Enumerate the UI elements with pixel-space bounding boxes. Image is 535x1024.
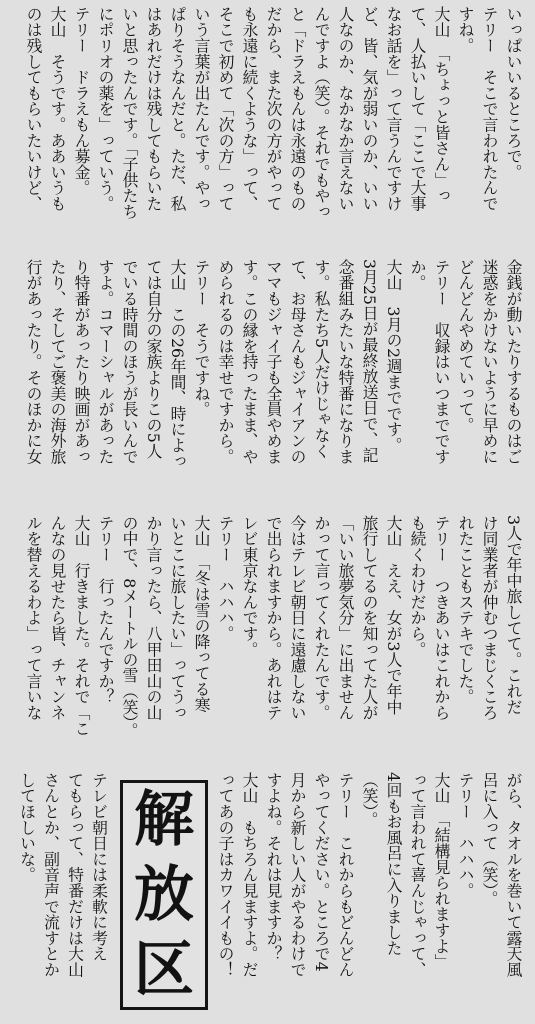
text-column-3: れたこともステキでした。 <box>456 515 475 705</box>
text-column-6: 大山 ええ、女が3人で年中 <box>384 515 403 715</box>
text-column-17: でいる時間のほうが長いんで <box>120 259 139 465</box>
text-column-20: 大山 そうです。ああいうも <box>48 6 67 212</box>
text-column-15: 大山 この26年間、時によっ <box>168 259 187 469</box>
text-column-3: どんどんやめていって。 <box>456 259 475 433</box>
text-column-5: か。 <box>408 259 427 291</box>
text-column-13: そこで初めて「次の方」って <box>216 6 235 212</box>
text-column-19: テリー ドラえもん募金。 <box>72 6 91 196</box>
text-column-13: テリー ハハハ。 <box>216 515 235 642</box>
text-column-14: いう言葉が出たんです。やっ <box>192 6 211 212</box>
text-column-7: 旅行してるのを知ってた人が <box>360 515 379 721</box>
text-column-11: すよね。それは見ますか？ <box>264 772 283 962</box>
text-column-6: 4回もお風呂に入りました <box>384 772 403 956</box>
text-column-8: 念番組みたいな特番になりま <box>336 259 355 465</box>
text-column-9: す。私たち5人だけじゃなく <box>312 259 331 459</box>
text-column-21: ルを替えるわよ」って言いな <box>24 515 43 721</box>
text-column-8: 人なのか、なかなか言えない <box>336 6 355 212</box>
text-column-2: 呂に入って（笑）。 <box>480 772 499 907</box>
text-column-16: はあれだけは残してもらいた <box>144 6 163 212</box>
text-column-4: テリー 収録はいつまでです <box>432 259 451 465</box>
text-column-7: （笑）。 <box>360 772 379 828</box>
text-column-15: ぱりそうなんだと。ただ、私 <box>168 6 187 212</box>
text-tier-1 <box>24 6 525 244</box>
section-title-char-3: 区 <box>134 934 194 1005</box>
text-column-14: 大山 「冬は雪の降ってる寒 <box>192 515 211 713</box>
text-column-7: 3月25日が最終放送日で、記 <box>360 259 379 463</box>
text-column-11: ママもジャイ子も全員やめま <box>264 259 283 465</box>
text-column-16: かり言ったら、八甲田山の山 <box>144 515 163 721</box>
text-column-12: す。この縁を持ったまま、や <box>240 259 259 465</box>
text-column-21: 行があったり。そのほかに女 <box>24 259 43 465</box>
text-column-20: んなの見せたら皆、チャンネ <box>48 515 67 721</box>
text-column-7: ど、皆、気が弱いのか、いい <box>360 6 379 212</box>
text-column-12: レビ東京なんです。 <box>240 515 259 658</box>
text-column-5: も続くわけだから。 <box>408 515 427 658</box>
box-note-column-4: してほしいな。 <box>17 772 37 883</box>
text-column-4: テリー つきあいはこれから <box>432 515 451 721</box>
box-note-column-2: てもらって、特番だけは大山 <box>65 772 85 978</box>
text-column-9: んですよ（笑）。それでもやっ <box>312 6 331 220</box>
text-column-5: って言われて喜んじゃって、 <box>408 772 427 978</box>
text-column-8: テリー これからもどんどん <box>336 772 355 978</box>
text-column-18: すよ。コマーシャルがあった <box>96 259 115 465</box>
text-column-5: て、人払いして「ここで大事 <box>408 6 427 212</box>
text-column-4: 大山 「ちょっと皆さん」っ <box>432 6 451 204</box>
text-column-10: て、お母さんもジャイアンの <box>288 259 307 465</box>
text-tier-3 <box>24 515 525 753</box>
text-column-15: いとこに旅したい」ってうっ <box>168 515 187 721</box>
text-column-2: け同業者が仲むつまじくころ <box>480 515 499 721</box>
text-column-10: と「ドラえもんは永遠のもの <box>288 6 307 212</box>
text-column-19: 大山 行きました。それで「こ <box>72 515 91 737</box>
text-column-19: り特番があったり映画があっ <box>72 259 91 465</box>
text-column-18: にポリオの薬を」っていう。 <box>96 6 115 212</box>
text-column-6: なお話を」って言うんですけ <box>384 6 403 212</box>
text-column-13: められるのは幸せですから。 <box>216 259 235 465</box>
text-column-12: も永遠に続くような」って、 <box>240 6 259 212</box>
text-column-14: テリー そうですね。 <box>192 259 211 417</box>
text-column-6: 大山 3月の2週までです。 <box>384 259 403 453</box>
text-column-10: 月から新しい人がやるわけで <box>288 772 307 978</box>
text-tier-4 <box>42 772 525 1017</box>
text-column-1: いっぱいいるところで。 <box>504 6 523 180</box>
text-column-16: ては自分の家族よりこの5人 <box>144 259 163 459</box>
text-column-10: 今はテレビ朝日に遠慮しない <box>288 515 307 721</box>
text-column-8: 「いい旅夢気分」に出ません <box>336 515 355 721</box>
section-title-box <box>120 780 208 1010</box>
text-column-9: かって言ってくれたんです。 <box>312 515 331 721</box>
box-note-column-3: さんとか、副音声で流すとか <box>41 772 61 978</box>
text-column-1: がら、タオルを巻いて露天風 <box>504 772 523 978</box>
section-title-char-2: 放 <box>134 859 194 930</box>
text-column-12: 大山 もちろん見ますよ。だ <box>240 772 259 978</box>
text-column-13: ってあの子はカワイイもの！ <box>216 772 235 978</box>
text-column-17: いと思ったんです。「子供たち <box>120 6 139 220</box>
text-column-1: 金銭が動いたりするものはご <box>504 259 523 465</box>
text-column-3: すね。 <box>456 6 475 54</box>
text-column-2: 迷惑をかけないように早めに <box>480 259 499 465</box>
text-column-21: のは残してもらいたいけど、 <box>24 6 43 212</box>
section-title-char-1: 解 <box>134 785 194 856</box>
text-column-4: 大山 「結構見られますよ」 <box>432 772 451 970</box>
text-column-1: 3人で年中旅してて。これだ <box>504 515 523 715</box>
text-column-3: テリー ハハハ。 <box>456 772 475 899</box>
text-column-11: だから、また次の方がやって <box>264 6 283 212</box>
text-column-11: で出られますから。あれはテ <box>264 515 283 721</box>
text-column-2: テリー そこで言われたんで <box>480 6 499 212</box>
text-tier-2 <box>24 259 525 497</box>
text-column-20: たり、そしてご褒美の海外旅 <box>48 259 67 465</box>
text-column-9: やってください。ところで4 <box>312 772 331 972</box>
box-note-column-1: テレビ朝日には柔軟に考え <box>89 772 109 962</box>
text-column-18: テリー 行ったんですか？ <box>96 515 115 705</box>
text-column-17: の中で、8メートルの雪（笑）。 <box>120 515 139 739</box>
